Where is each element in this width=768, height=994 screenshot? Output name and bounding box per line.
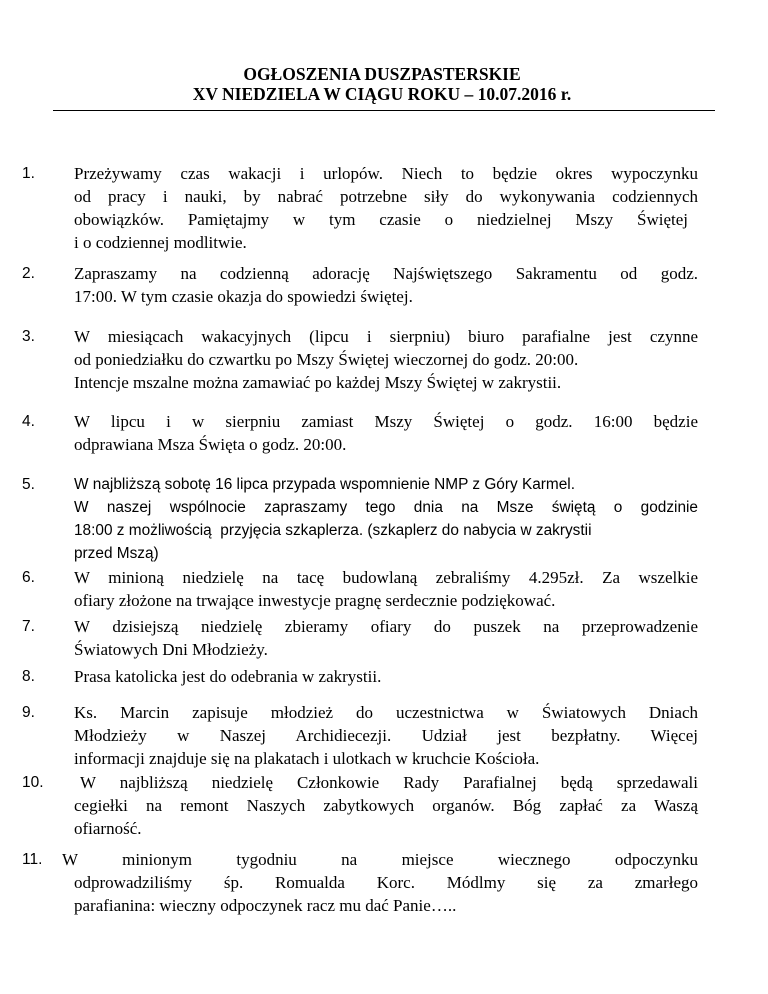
item-line: ofiarność. (74, 819, 142, 838)
item-line: Prasa katolicka jest do odebrania w zakrystii. (74, 667, 382, 686)
item-text (74, 566, 698, 612)
announcement-item-1 (22, 162, 698, 254)
header-title: OGŁOSZENIA DUSZPASTERSKIE (243, 64, 521, 84)
item-line: przed Mszą) (74, 545, 159, 562)
item-text (74, 262, 698, 308)
announcement-item-6 (22, 566, 698, 612)
item-line: ofiary złożone na trwające inwestycje pragnę serdecznie podziękować. (74, 591, 556, 610)
item-text (74, 771, 698, 840)
item-number: 6. (22, 569, 35, 586)
item-text (74, 615, 698, 661)
item-number: 2. (22, 265, 35, 282)
item-number: 9. (22, 704, 35, 721)
item-line: od poniedziałku do czwartku po Mszy Świętej wieczornej do godz. 20:00. (74, 350, 579, 369)
item-number: 3. (22, 328, 35, 345)
item-line: 18:00 z możliwością przyjęcia szkaplerza. (szkaplerz do nabycia w zakrystii (74, 522, 592, 539)
item-number: 4. (22, 413, 35, 430)
item-text (74, 162, 698, 254)
item-text (74, 325, 698, 394)
header-divider (53, 110, 715, 111)
item-line: Przeżywamy czas wakacji i urlopów. Niech to będzie okres wypoczynku (74, 164, 698, 183)
item-line: Młodzieży w Naszej Archidiecezji. Udział jest bezpłatny. Więcej (74, 726, 698, 745)
announcement-item-11 (22, 848, 698, 917)
item-line: Światowych Dni Młodzieży. (74, 640, 268, 659)
item-line: W naszej wspólnocie zapraszamy tego dnia na Msze świętą o godzinie (74, 499, 698, 516)
announcement-item-5 (22, 473, 698, 565)
item-line: 17:00. W tym czasie okazja do spowiedzi świętej. (74, 287, 413, 306)
item-line: od pracy i nauki, by nabrać potrzebne siły do wykonywania codziennych (74, 187, 698, 206)
item-line: W dzisiejszą niedzielę zbieramy ofiary do puszek na przeprowadzenie (74, 617, 698, 636)
item-line: informacji znajduje się na plakatach i ulotkach w kruchcie Kościoła. (74, 749, 540, 768)
item-number: 5. (22, 476, 35, 493)
item-line: W lipcu i w sierpniu zamiast Mszy Świętej o godz. 16:00 będzie (74, 412, 698, 431)
item-line: odprawiana Msza Święta o godz. 20:00. (74, 435, 347, 454)
item-text (74, 473, 698, 565)
item-line: W minioną niedzielę na tacę budowlaną zebraliśmy 4.295zł. Za wszelkie (74, 568, 698, 587)
item-line: i o codziennej modlitwie. (74, 233, 247, 252)
item-number: 1. (22, 165, 35, 182)
item-line: W najbliższą sobotę 16 lipca przypada wspomnienie NMP z Góry Karmel. (74, 476, 575, 493)
item-line: obowiązków. Pamiętajmy w tym czasie o niedzielnej Mszy Świętej (74, 210, 688, 229)
announcement-item-8 (22, 665, 698, 688)
item-line: W miesiącach wakacyjnych (lipcu i sierpniu) biuro parafialne jest czynne (74, 327, 698, 346)
item-line: odprowadziliśmy śp. Romualda Korc. Módlmy się za zmarłego (74, 873, 698, 892)
item-line: cegiełki na remont Naszych zabytkowych organów. Bóg zapłać za Waszą (74, 796, 698, 815)
item-line: Ks. Marcin zapisuje młodzież do uczestnictwa w Światowych Dniach (74, 703, 698, 722)
announcement-item-3 (22, 325, 698, 394)
item-line: W minionym tygodniu na miejsce wiecznego odpoczynku (62, 850, 698, 869)
item-text (74, 410, 698, 456)
item-line: Zapraszamy na codzienną adorację Najświętszego Sakramentu od godz. (74, 264, 698, 283)
item-number: 11. (22, 851, 43, 868)
document-header (56, 64, 708, 104)
item-number: 7. (22, 618, 35, 635)
item-number: 10. (22, 774, 44, 791)
announcement-item-9 (22, 701, 698, 770)
item-line: W najbliższą niedzielę Członkowie Rady Parafialnej będą sprzedawali (80, 773, 698, 792)
announcement-item-4 (22, 410, 698, 456)
item-number: 8. (22, 668, 35, 685)
item-text (74, 701, 698, 770)
item-line: parafianina: wieczny odpoczynek racz mu dać Panie….. (74, 896, 457, 915)
header-subtitle: XV NIEDZIELA W CIĄGU ROKU – 10.07.2016 r. (192, 84, 572, 104)
announcement-item-7 (22, 615, 698, 661)
item-line: Intencje mszalne można zamawiać po każdej Mszy Świętej w zakrystii. (74, 373, 562, 392)
item-text (74, 665, 698, 688)
announcement-item-2 (22, 262, 698, 308)
item-text (62, 848, 698, 917)
announcement-item-10 (22, 771, 698, 840)
